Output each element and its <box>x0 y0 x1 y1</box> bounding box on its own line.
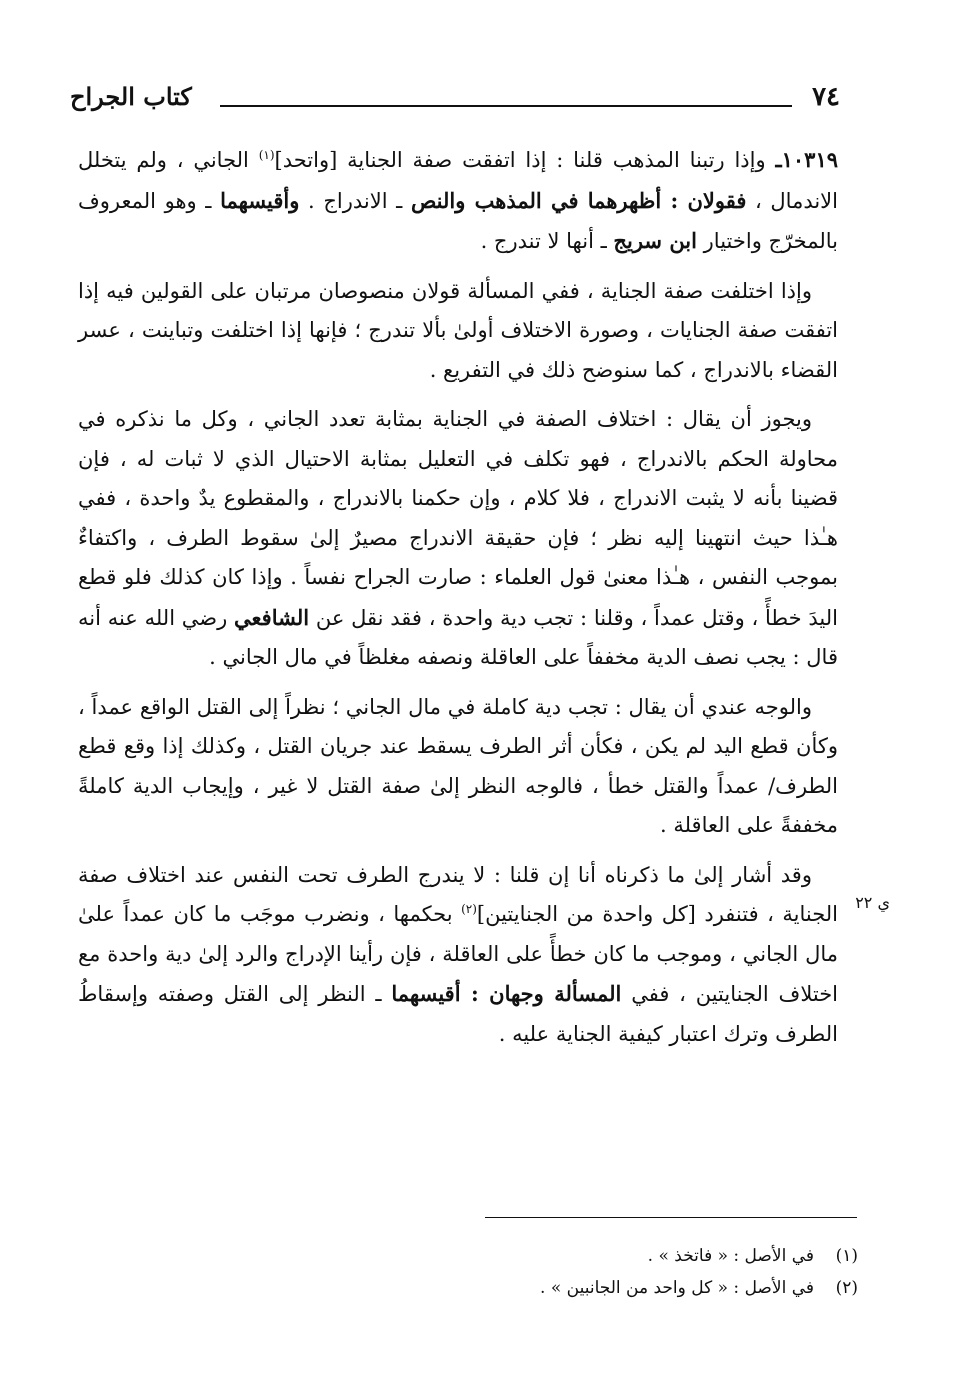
text-span: الجاني ، ولم يتخلل الاندمال ، <box>78 148 838 213</box>
page-header <box>70 82 840 122</box>
text-span: وإذا رتبنا المذهب قلنا : إذا اتفقت صفة الجناية [واتحد] <box>274 148 776 172</box>
header-rule <box>220 105 792 107</box>
paragraph-2: وإذا اختلفت صفة الجناية ، ففي المسألة قولان منصوصان مرتبان على القولين فيه إذا اتفقت صفة الجنايات ، وصورة الاختلاف أولىٰ بألا تندرج ؛ فإنها إذا اختلفت وتباينت ، عسر القضاء بالاندراج ، كما سنوضح ذلك في التفريع . <box>78 278 838 382</box>
text-span: ـ أنها لا تندرج . <box>480 229 614 253</box>
text-span: ـ النظر إلى القتل وصفته وإسقاطُ الطرف وترك اعتبار كيفية الجناية عليه . <box>78 982 838 1046</box>
paragraph-5 <box>78 856 838 1055</box>
footnote-ref-2[interactable]: (٢) <box>461 902 477 916</box>
text-span: ـ وهو المعروف بالمخرّج واختيار <box>78 188 838 253</box>
bold-text: الشافعي <box>234 604 310 630</box>
footnote-number: (١) <box>835 1246 858 1266</box>
footnote-divider <box>485 1217 857 1218</box>
footnote-ref-1[interactable]: (١) <box>258 148 275 162</box>
bold-text: وأقيسهما <box>220 187 300 213</box>
text-span: بحكمها ، ونضرب موجَب ما كان عمداً علىٰ مال الجاني ، وموجب ما كان خطأً على العاقلة ، فإن رأينا الإدراج والرد إلىٰ دية واحدة مع اختلاف الجنايتين ، ففي <box>78 902 839 1006</box>
bold-text: ابن سريج <box>613 228 697 253</box>
margin-manuscript-ref: ي ٢٢ <box>855 893 890 912</box>
paragraph-1 <box>78 140 838 262</box>
paragraph-3 <box>78 400 838 678</box>
footnotes <box>300 1240 858 1304</box>
issue-number: ١٠٣١٩ـ <box>775 147 839 172</box>
main-text <box>78 140 838 1054</box>
footnote-number: (٢) <box>835 1278 858 1298</box>
footnote-text: في الأصل : « كل واحد من الجانبين » . <box>540 1278 814 1298</box>
footnote-1 <box>300 1240 858 1272</box>
bold-text: المسألة وجهان : أقيسهما <box>391 981 622 1006</box>
page-number: ٧٤ <box>812 82 840 112</box>
book-title: كتاب الجراح <box>70 82 192 111</box>
text-span: وقد أشار إلىٰ ما ذكرناه أنا إن قلنا : لا يندرج الطرف تحت النفس عند اختلاف صفة الجناية ، فتنفرد [كل واحدة من الجنايتين] <box>78 862 838 926</box>
text-span: رضي الله عنه أنه قال : يجب نصف الدية مخففاً على العاقلة ونصفه مغلظاً في مال الجاني . <box>78 605 838 669</box>
footnote-text: في الأصل : « فاتخذ » . <box>647 1246 814 1266</box>
footnote-2 <box>300 1272 858 1304</box>
text-span: ويجوز أن يقال : اختلاف الصفة في الجناية بمثابة تعدد الجاني ، وكل ما نذكره في محاولة الحكم بالاندراج ، فهو تكلف في التعليل بمثابة الاحتيال الذي لا ثبات له ، فإن قضينا بأنه لا يثبت الاندراج ، فلا كلام ، وإن حكمنا بالاندراج ، والمقطوع يدٌ واحدة ، ففي هـٰذا حيث انتهينا إليه نظر ؛ فإن حقيقة الاندراج مصيرٌ إلىٰ سقوط الطرف ، واكتفاءٌ بموجب النفس ، هـٰذا معنىٰ قول العلماء : صارت الجراح نفساً . وإذا كان كذلك فلو قطع اليدَ خطأً ، وقتل عمداً ، وقلنا : تجب دية واحدة ، فقد نقل عن <box>78 407 838 630</box>
text-span: ـ الاندراج . <box>299 188 411 213</box>
bold-text: فقولان : أظهرهما في المذهب والنص <box>410 187 747 213</box>
paragraph-4: والوجه عندي أن يقال : تجب دية كاملة في مال الجاني ؛ نظراً إلى القتل الواقع عمداً ، وكأن قطع اليد لم يكن ، فكأن أثر الطرف يسقط عند جريان القتل ، وكذلك إذا وقع قطع الطرف/ عمداً والقتل خطأ ، فالوجه النظر إلىٰ صفة القتل لا غير ، وإيجاب الدية كاملةً مخففةً على العاقلة . <box>78 694 838 837</box>
